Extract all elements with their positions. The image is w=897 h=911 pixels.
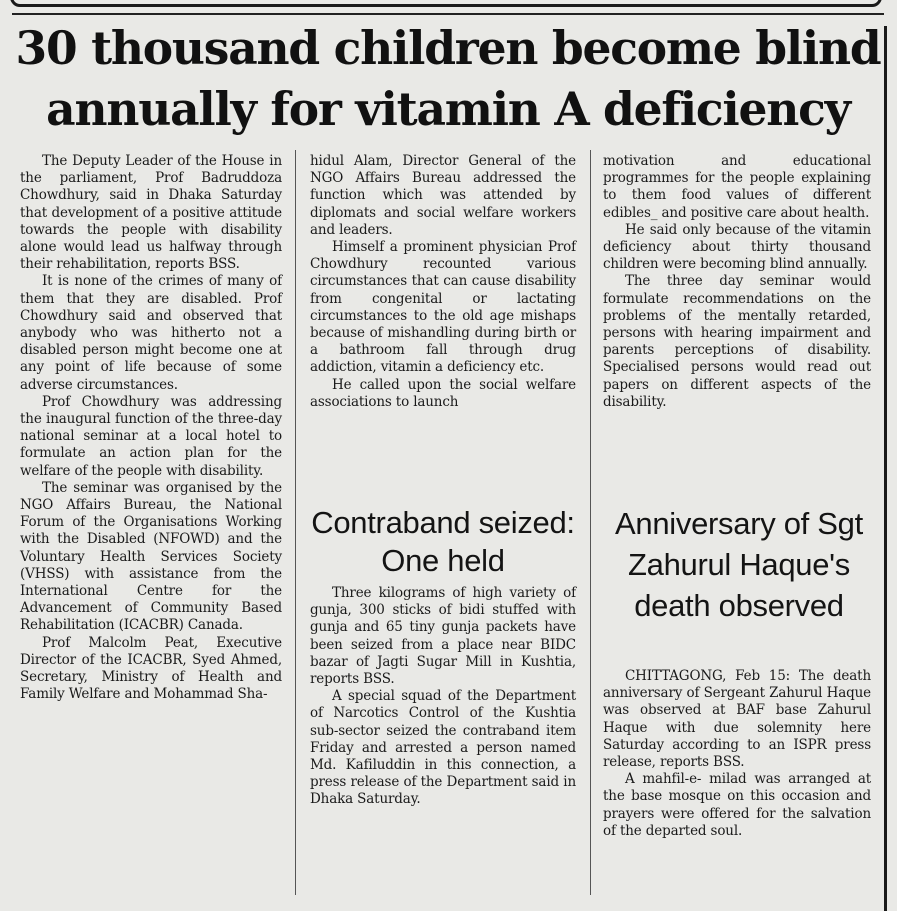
paragraph: hidul Alam, Director General of the NGO Affairs Bureau addressed the function which was attended by diplomats and social welfare workers and leaders. [310, 153, 576, 238]
anniversary-article-body [603, 668, 871, 840]
paragraph: He called upon the social welfare associations to launch [310, 376, 576, 410]
column-divider [295, 150, 296, 895]
main-article-column-1 [20, 153, 282, 704]
paragraph: The Deputy Leader of the House in the parliament, Prof Badruddoza Chowdhury, said in Dhaka Saturday that development of a positive attitude towards the people with disability alone would lead us halfway through their rehabilitation, reports BSS. [20, 153, 282, 273]
paragraph: A mahfil-e- milad was arranged at the base mosque on this occasion and prayers were offered for the salvation of the departed soul. [603, 771, 871, 839]
paragraph: He said only because of the vitamin deficiency about thirty thousand children were becoming blind annually. [603, 221, 871, 273]
contraband-headline: Contraband seized: One held [311, 505, 575, 578]
paragraph: CHITTAGONG, Feb 15: The death anniversary of Sergeant Zahurul Haque was observed at BAF base Zahurul Haque with due solemnity here Saturday according to an ISPR press release, reports BSS. [603, 668, 871, 771]
main-headline: 30 thousand children become blind annually for vitamin A deficiency [15, 21, 881, 136]
paragraph: It is none of the crimes of many of them that they are disabled. Prof Chowdhury said and observed that anybody who was hitherto not a disabled person might become one at any point of life because of some adverse circumstances. [20, 273, 282, 393]
right-rule [884, 26, 887, 911]
paragraph: Himself a prominent physician Prof Chowdhury recounted various circumstances that can cause disability from congenital or lactating circumstances to the old age mishaps because of mishandling during birth or a bathroom fall through drug addiction, vitamin a deficiency etc. [310, 239, 576, 376]
paragraph: A special squad of the Department of Narcotics Control of the Kushtia sub-sector seized the contraband item Friday and arrested a person named Md. Kafiluddin in this connection, a press release of the Department said in Dhaka Saturday. [310, 688, 576, 808]
paragraph: The seminar was organised by the NGO Affairs Bureau, the National Forum of the Organisations Working with the Disabled (NFOWD) and the Voluntary Health Services Society (VHSS) with assistance from the International Centre for the Advancement of Community Based Rehabilitation (ICACBR) Canada. [20, 479, 282, 634]
contraband-article-body [310, 585, 576, 809]
paragraph: Prof Chowdhury was addressing the inaugural function of the three-day national seminar at a local hotel to formulate an action plan for the welfare of the people with disability. [20, 393, 282, 479]
top-rule [12, 13, 884, 15]
anniversary-headline: Anniversary of Sgt Zahurul Haque's death observed [615, 506, 863, 623]
paragraph: The three day seminar would formulate recommendations on the problems of the mentally retarded, persons with hearing impairment and parents perceptions of disability. Specialised persons would read out papers on different aspects of the disability. [603, 273, 871, 410]
column-divider [590, 150, 591, 895]
paragraph: Three kilograms of high variety of gunja, 300 sticks of bidi stuffed with gunja and 65 tiny gunja packets have been seized from a place near BIDC bazar of Jagti Sugar Mill in Kushtia, reports BSS. [310, 585, 576, 688]
main-article-column-3 [603, 153, 871, 411]
top-border-box [10, 0, 882, 7]
main-article-column-2 [310, 153, 576, 411]
paragraph: motivation and educational programmes for the people explaining to them food values of different edibles_ and positive care about health. [603, 153, 871, 221]
paragraph: Prof Malcolm Peat, Executive Director of the ICACBR, Syed Ahmed, Secretary, Ministry of Health and Family Welfare and Mohammad Sha- [20, 634, 282, 703]
